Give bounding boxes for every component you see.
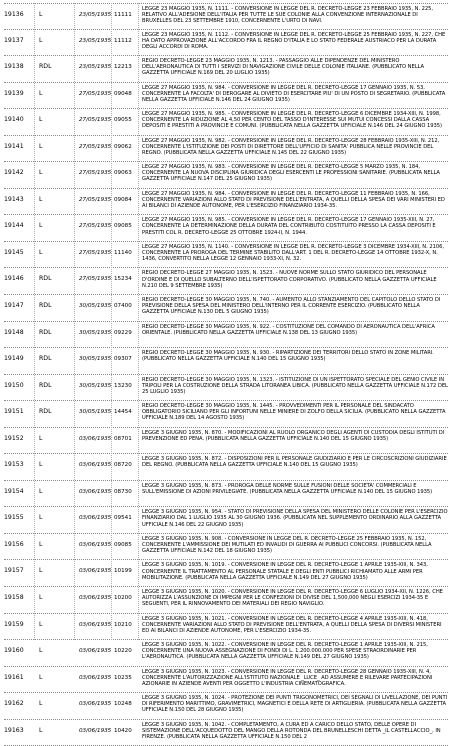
table-row [4, 56, 448, 83]
record-type: L [39, 594, 43, 602]
record-text: LEGGE 3 GIUGNO 1935, N. 873. - PROROGA DELLE NORME SULLE FUSIONI DELLE SOCIETA' COMMERCIALI E SULL'EMISSIONE DI AZIONI PRIVILEGIATE. (PUBBLICATA NELLA GAZZETTA UFFICIALE N.140 DEL 15 GIUGNO 1935) [142, 482, 433, 495]
record-number: 19136 [4, 11, 24, 18]
record-text: LEGGE 3 GIUGNO 1935, N. 1042. - COMPLETAMENTO, A CURA ED A CARICO DELLO STATO, DELLE OPERE DI SISTEMAZIONE DELL'ACQUEDOTTO DEL MANGO DELLA ROTONDA DEL BRUNELLESCHI DETTA _IL CASTELLACCIO_, IN FIRENZE. (PUBBLICATA NELLA GAZZETTA UFFICIALE N.150 DEL 2 [142, 721, 441, 740]
table-row [4, 295, 448, 322]
record-text: REGIO DECRETO-LEGGE 30 MAGGIO 1935, N. 922. - COSTITUZIONE DEL COMANDO DI AERONAUTICA DELL'AFRICA ORIENTALE. (PUBBLICATO NELLA GAZZETTA UFFICIALE N.138 DEL 13 GIUGNO 1935) [142, 323, 435, 336]
record-type: L [39, 142, 43, 150]
record-code: 08701 [114, 435, 132, 442]
record-date: 23/05/1935 [79, 37, 112, 44]
record-number: 19163 [4, 726, 24, 734]
table-row [4, 215, 448, 242]
record-text: REGIO DECRETO-LEGGE 30 MAGGIO 1935, N. 930. - RIPARTIZIONE DEI TERRITORI DELLO STATO IN ZONE MILITARI. (PUBBLICATO NELLA GAZZETTA UFFICIALE N.140 DEL 15 GIUGNO 1935) [142, 350, 434, 363]
record-date: 03/06/1935 [79, 595, 112, 602]
table-row [4, 375, 448, 402]
record-date: 23/05/1935 [79, 64, 112, 71]
record-type: L [39, 222, 43, 230]
record-code: 08720 [114, 462, 132, 469]
record-type: L [39, 647, 43, 655]
record-number: 19151 [4, 408, 24, 416]
record-type: RDL [39, 328, 52, 336]
record-text: REGIO DECRETO-LEGGE 23 MAGGIO 1935, N. 1213. - PASSAGGIO ALLE DIPENDENZE DEL MINISTERO DELL'AERONAUTICA DI TUTTI I SERVIZI DI NAVIGAZIONE CIVILE DELLE COLONIE ITALIANE. (PUBBLICATO NELLA GAZZETTA UFFICIALE N.169 DEL 20 LUGLIO 1935) [142, 58, 425, 77]
record-date: 03/06/1935 [79, 488, 112, 495]
table-row [4, 136, 448, 163]
record-date: 03/06/1935 [79, 727, 112, 734]
record-type: L [39, 567, 43, 575]
table-row [4, 667, 448, 694]
table-row [4, 268, 448, 295]
record-type: L [39, 673, 43, 681]
record-number: 19152 [4, 434, 24, 442]
table-row [4, 720, 448, 746]
column-divider [138, 3, 139, 640]
record-date: 30/05/1935 [79, 329, 112, 336]
table-row [4, 428, 448, 455]
record-code: 09307 [114, 356, 132, 363]
record-text: LEGGE 3 GIUGNO 1935, N. 908. - CONVERSIONE IN LEGGE DEL R. DECRETO-LEGGE 25 FEBBRAIO 1935, N. 152, CONCERNENTE L'AMMISSIONE DEI MUTILATI ED INVALIDI DI GUERRA AI PUBBLICI CONCORSI. (PUBBLICATA NELLA GAZZETTA UFFICIALE N.142 DEL 18 GIUGNO 1935) [142, 535, 432, 555]
record-text: LEGGE 27 MAGGIO 1935, N. 983. - CONVERSIONE IN LEGGE DEL R. DECRETO-LEGGE 5 MARZO 1935, N. 184, CONCERNENTE LA NUOVA DISCIPLINA GIURIDICA DEGLI ESERCENTI LE PROFESSIONI SANITARIE. (PUBBLICATA NELLA GAZZETTA UFFICIALE N.147 DEL 25 GIUGNO 1935) [142, 164, 440, 183]
record-date: 27/05/1935 [79, 90, 112, 97]
record-date: 27/05/1935 [79, 117, 112, 124]
record-text: LEGGE 3 GIUGNO 1935, N. 954. - STATO DI PREVISIONE DELLA SPESA DEL MINISTERO DELLE COLONIE PER L'ESERCIZIO FINANZIARIO DAL 1 LUGLIO 1935 AL 30 GIUGNO 1936. (PUBBLICATA NEL SUPPLEMENTO ORDINARIO ALLA GAZZETTA UFFICIALE N.146 DEL 22 GIUGNO 1935) [142, 509, 448, 528]
record-code: 10199 [114, 568, 132, 575]
record-text: REGIO DECRETO-LEGGE 30 MAGGIO 1935, N. 1323. - ISTITUZIONE DI UN ISPETTORATO SPECIALE DEL GENIO CIVILE IN TRIPOLI PER LA COSTRUZIONE DELLA STRADA LITORANEA LIBICA. (PUBBLICATO NELLA GAZZETTA UFFICIALE N.172 DEL 25 LUGLIO 1935) [142, 376, 448, 395]
record-text: LEGGE 3 GIUGNO 1935, N. 1022. - CONVERSIONE IN LEGGE DEL R. DECRETO-LEGGE 1 APRILE 1935-XIII, N. 215, CONCERNENTE UNA NUOVA ASSEGNAZIONE DI FONDI DI L. 1.200.000.000 PER SPESE STRAORDINARIE PER L'AERONAUTICA. (PUBBLICATA NELLA GAZZETTA UFFICIALE N.149 DEL 27 GIUGNO 1935) [142, 642, 428, 661]
record-text: LEGGE 3 GIUGNO 1935, N. 1019. - CONVERSIONE IN LEGGE DEL R. DECRETO-LEGGE 1 APRILE 1935-XIII, N. 343, CONCERNENTE IL TRATTAMENTO AL PERSONALE STATALE E DEGLI ENTI PUBBLICI RICHIAMATO ALLE ARMI PER MOBILITAZIONE. (PUBBLICATA NELLA GAZZETTA UFFICIALE N.149 DEL 27 GIUGNO 1935) [142, 562, 428, 581]
record-code: 09229 [114, 329, 132, 336]
record-type: L [39, 726, 43, 734]
record-date: 03/06/1935 [79, 462, 112, 469]
record-number: 19137 [4, 36, 24, 44]
record-text: LEGGE 3 GIUGNO 1935, N. 1024. - PROTEZIONE DEI PUNTI TRIGONOMETRICI, DEI SEGNALI DI LIVELLAZIONE, DEI PUNTI DI RIFERIMENTO MARITTIMO, GRAVIMETRICI, MAGNETICI E DELLA RETE DI ARTIGLIERIA. (PUBBLICATA NELLA GAZZETTA UFFICIALE N.150 DEL 28 GIUGNO 1935) [142, 695, 448, 714]
record-number: 19147 [4, 302, 24, 310]
record-code: 09048 [114, 90, 132, 97]
record-number: 19141 [4, 142, 24, 150]
record-text: LEGGE 3 GIUGNO 1935, N. 1021. - CONVERSIONE IN LEGGE DEL R. DECRETO-LEGGE 4 APRILE 1935-XIII, N. 418, CONCERNENTE VARIAZIONI ALLO STATO DI PREVISIONE DELL'ENTRATA, A QUELLI DELLA SPESA DI DIVERSI MINISTERI ED AI BILANCI DI AZIENDE AUTONOME, PER L'ESERCIZIO 1934-35. [142, 615, 442, 634]
record-date: 03/06/1935 [79, 674, 112, 681]
record-date: 03/06/1935 [79, 701, 112, 708]
record-number: 19145 [4, 248, 24, 256]
record-text: LEGGE 27 MAGGIO 1935, N. 982. - CONVERSIONE IN LEGGE DEL R. DECRETO-LEGGE 28 FEBBRAIO 1935-XIII, N. 212, CONCERNENTE L'ISTITUZIONE DEI POSTI DI DIRETTORE DELL'UFFICIO DI SANITA' PUBBLICA NELLE PROVINCIE DEL REGNO. (PUBBLICATA NELLA GAZZETTA UFFICIALE N.145 DEL 22 GIUGNO 1935) [142, 137, 440, 156]
record-text: LEGGE 27 MAGGIO 1935, N. 984. - CONVERSIONE IN LEGGE DEL R. DECRETO-LEGGE 11 FEBBRAIO 1935, N. 166, CONCERNENTE VARIAZIONI ALLO STATO DI PREVISIONE DELL'ENTRATA, A QUELLI DELLA SPESA DEI VARI MINISTERI ED AI BILANCI DI AZIENDE AUTONOME, PER L'ESERCIZIO FINANZIARIO 1934-35. [142, 190, 445, 210]
table-row [4, 693, 448, 720]
table-row [4, 162, 448, 189]
table-row [4, 454, 448, 481]
record-date: 03/06/1935 [79, 648, 112, 655]
record-code: 12213 [114, 64, 132, 71]
record-number: 19142 [4, 169, 24, 177]
column-divider [111, 3, 112, 640]
record-number: 19150 [4, 381, 24, 389]
record-code: 11111 [114, 12, 132, 18]
record-code: 10220 [114, 648, 132, 655]
table-row [4, 587, 448, 614]
record-date: 27/05/1935 [79, 249, 112, 256]
record-code: 09062 [114, 143, 132, 150]
record-number: 19143 [4, 195, 24, 203]
record-type: RDL [39, 63, 52, 71]
record-type: L [39, 248, 43, 256]
record-date: 30/05/1935 [79, 356, 112, 363]
record-text: REGIO DECRETO-LEGGE 30 MAGGIO 1935, N. 1445. - PROVVEDIMENTI PER IL PERSONALE DEL SINDACATO OBBLIGATORIO SICILIANO PER GLI INFORTUNI NELLE MINIERE DI ZOLFO DELLA SICILIA. (PUBBLICATO NELLA GAZZETTA UFFICIALE N.189 DEL 14 AGOSTO 1935) [142, 403, 446, 422]
table-row [4, 322, 448, 349]
table-row [4, 560, 448, 587]
record-date: 23/05/1935 [79, 12, 112, 18]
column-divider [34, 3, 35, 640]
record-number: 19139 [4, 89, 24, 97]
column-divider [74, 3, 75, 640]
record-text: LEGGE 27 MAGGIO 1935, N. 1140. - CONVERSIONE IN LEGGE DEL R. DECRETO-LEGGE 3 DICEMBRE 1934-XIII, N. 2106, CONCERNENTE LA PROROGA DEL TERMINE STABILITO DALL'ART. 1 DEL R. DECRETO-LEGGE 14 OTTOBRE 1932-X, N. 1436, CONVERTITO NELLA LEGGE 12 GENNAIO 1933-XI, N. 32. [142, 243, 444, 263]
record-code: 09055 [114, 117, 132, 124]
record-code: 10235 [114, 674, 132, 681]
record-date: 30/05/1935 [79, 409, 112, 416]
record-type: L [39, 11, 43, 18]
record-date: 03/06/1935 [79, 515, 112, 522]
record-date: 27/05/1935 [79, 170, 112, 177]
record-date: 27/05/1935 [79, 223, 112, 230]
document-table [4, 3, 448, 740]
record-text: REGIO DECRETO-LEGGE 30 MAGGIO 1935, N. 740. - AUMENTO ALLO STANZIAMENTO DEL CAPITOLO DELLO STATO DI PREVISIONE DELLA SPESA DEL MINISTERO DELL'INTERNO PER IL CORRENTE ESERCIZIO. (PUBBLICATO NELLA GAZZETTA UFFICIALE N.130 DEL 5 GIUGNO 1935) [142, 297, 441, 316]
record-number: 19149 [4, 355, 24, 363]
table-row [4, 30, 448, 57]
table-row [4, 614, 448, 641]
record-code: 09085 [114, 541, 132, 548]
table-row [4, 507, 448, 534]
record-code: 09063 [114, 170, 132, 177]
record-text: LEGGE 27 MAGGIO 1935, N. 984. - CONVERSIONE IN LEGGE DEL R. DECRETO-LEGGE 17 GENNAIO 1935, N. 53, CONCERNENTE LA FACOLTA' DI DEROGARE AL DIVIETO DI ESERCITARE PIU' DI UN POSTO DI SEGRETARIO. (PUBBLICATA NELLA GAZZETTA UFFICIALE N.146 DEL 24 GIUGNO 1935) [142, 84, 446, 103]
record-type: RDL [39, 302, 52, 310]
record-type: L [39, 487, 43, 495]
record-type: L [39, 89, 43, 97]
record-type: RDL [39, 275, 52, 283]
record-number: 19160 [4, 647, 24, 655]
record-number: 19153 [4, 461, 24, 469]
record-text: REGIO DECRETO-LEGGE 27 MAGGIO 1935, N. 1523. - NUOVE NORME SULLO STATO GIURIDICO DEL PERSONALE D'ORDINE E DI QUELLO SUBALTERNO DELL'ISPETTORATO CORPORATIVO. (PUBBLICATO NELLA GAZZETTA UFFICIALE N.210 DEL 9 SETTEMBRE 1935) [142, 270, 437, 289]
record-date: 30/05/1935 [79, 382, 112, 389]
record-text: LEGGE 3 GIUGNO 1935, N. 872. - DISPOSIZIONI PER IL PERSONALE GIUDIZIARIO E PER LE CIRCOSCRIZIONI GIUDIZIARIE DEL REGNO. (PUBBLICATA NELLA GAZZETTA UFFICIALE N.140 DEL 15 GIUGNO 1935) [142, 456, 447, 469]
table-row [4, 534, 448, 561]
record-date: 03/06/1935 [79, 435, 112, 442]
record-code: 10420 [114, 727, 132, 734]
table-row [4, 189, 448, 216]
record-number: 19146 [4, 275, 24, 283]
record-type: L [39, 461, 43, 469]
table-row [4, 242, 448, 269]
record-code: 13230 [114, 382, 132, 389]
record-type: L [39, 36, 43, 44]
record-code: 10210 [114, 621, 132, 628]
record-date: 03/06/1935 [79, 541, 112, 548]
record-type: L [39, 195, 43, 203]
record-text: LEGGE 3 GIUGNO 1935, N. 1023. - CONVERSIONE IN LEGGE DEL R. DECRETO-LEGGE 28 GENNAIO 1935-XIII, N. 4, CONCERNENTE L'AUTORIZZAZIONE ALL'ISTITUTO NAZIONALE _LUCE_ AD ASSUMERE E RILEVARE PARTECIPAZIONI AZIONARIE IN AZIENDE AVENTI PER OGGETTO L'INDUSTRIA CINEMATOGRAFICA. [142, 668, 433, 687]
record-number: 19154 [4, 487, 24, 495]
record-type: L [39, 540, 43, 548]
record-text: LEGGE 3 GIUGNO 1935, N. 1020. - CONVERSIONE IN LEGGE DEL R. DECRETO-LEGGE 6 LUGLIO 1934-XII, N. 1226, CHE AUTORIZZA L'ASSUNZIONE DI IMPEGNI PER LE CONFEZIONI DI DIVISE DEL 1,500,000 NEGLI ESERCIZI 1934-35 E SEGUENTI, PER IL RINNOVAMENTO DEI MATERIALI DEI REGIO NAVIGLIO. [142, 589, 443, 608]
record-number: 19161 [4, 673, 24, 681]
record-code: 10248 [114, 701, 132, 708]
record-number: 19156 [4, 540, 24, 548]
table-row [4, 640, 448, 667]
record-code: 09084 [114, 196, 132, 203]
record-number: 19157 [4, 567, 24, 575]
record-type: L [39, 620, 43, 628]
table-row [4, 348, 448, 375]
record-code: 15234 [114, 276, 132, 283]
record-date: 03/06/1935 [79, 568, 112, 575]
record-type: L [39, 434, 43, 442]
table-row [4, 401, 448, 428]
record-type: RDL [39, 381, 52, 389]
record-number: 19159 [4, 620, 24, 628]
record-number: 19148 [4, 328, 24, 336]
record-number: 19162 [4, 700, 24, 708]
table-row [4, 3, 448, 30]
record-code: 11140 [114, 249, 132, 256]
table-row [4, 109, 448, 136]
table-row [4, 481, 448, 508]
record-date: 27/05/1935 [79, 276, 112, 283]
record-date: 30/05/1935 [79, 303, 112, 310]
record-text: LEGGE 27 MAGGIO 1935, N. 985. - CONVERSIONE IN LEGGE DEL R. DECRETO-LEGGE 6 DICEMBRE 1934-XIII, N. 1998, CONCERNENTE LA RIDUZIONE AL 4,50 PER CENTO DEL TASSO D'INTERESSE SUI MUTUI CONCESSI DALLA CASSA DEPOSITI E PRESTITI A PROVINCIE E COMUNI. (PUBBLICATA NELLA GAZZETTA UFFICIALE N.146 DEL 24 GIUGNO 1935) [142, 111, 442, 130]
record-text: LEGGE 27 MAGGIO 1935, N. 985. - CONVERSIONE IN LEGGE DEL R. DECRETO-LEGGE 17 GENNAIO 1935-XIII, N. 27, CONCERNENTE LA DETERMINAZIONE DELLA DURATA DEL CONTRIBUTO COSTITUITO PRESSO LA CASSA DEPOSITI E PRESTITI COL R. DECRETO-LEGGE 25 OTTOBRE 1924-II, N. 1944. [142, 217, 436, 236]
record-date: 03/06/1935 [79, 621, 112, 628]
record-number: 19140 [4, 116, 24, 124]
record-number: 19144 [4, 222, 24, 230]
record-type: RDL [39, 408, 52, 416]
record-code: 09541 [114, 515, 132, 522]
record-date: 27/05/1935 [79, 196, 112, 203]
record-number: 19158 [4, 594, 24, 602]
record-text: LEGGE 23 MAGGIO 1935, N. 1111. - CONVERSIONE IN LEGGE DEL R. DECRETO-LEGGE 23 FEBBRAIO 1935, N. 225, RELATIVO ALL'ADESIONE DELL'ITALIA PER TUTTE LE SUE COLONIE ALLA CONVENZIONE INTERNAZIONALE DI BRUXELLES DEL 23 SETTEMBRE 1910, CONCERNENTE L'URTO DI NAVI. [142, 6, 434, 25]
record-code: 11112 [114, 37, 132, 44]
record-code: 10200 [114, 595, 132, 602]
record-type: L [39, 514, 43, 522]
record-number: 19155 [4, 514, 24, 522]
record-text: LEGGE 23 MAGGIO 1935, N. 1112. - CONVERSIONE IN LEGGE DEL R. DECRETO-LEGGE 25 FEBBRAIO 1935, N. 227, CHE HA DATO APPROVAZIONE ALL'ACCORDO FRA IL REGNO D'ITALIA E LO STATO FEDERALE AUSTRIACO PER LA DURATA DEGLI ACCORDI DI ROMA. [142, 31, 446, 50]
record-code: 07400 [114, 303, 132, 310]
record-number: 19138 [4, 63, 24, 71]
table-row [4, 83, 448, 110]
record-type: RDL [39, 355, 52, 363]
record-code: 08730 [114, 488, 132, 495]
record-code: 14454 [114, 409, 132, 416]
record-date: 27/05/1935 [79, 143, 112, 150]
record-type: L [39, 169, 43, 177]
record-text: LEGGE 3 GIUGNO 1935, N. 870. - MODIFICAZIONI AL RUOLO ORGANICO DEGLI AGENTI DI CUSTODIA DEGLI ISTITUTI DI PREVENZIONE ED PENA. (PUBBLICATA NELLA GAZZETTA UFFICIALE N.140 DEL 15 GIUGNO 1935) [142, 429, 445, 442]
record-code: 09085 [114, 223, 132, 230]
record-type: L [39, 116, 43, 124]
record-type: L [39, 700, 43, 708]
